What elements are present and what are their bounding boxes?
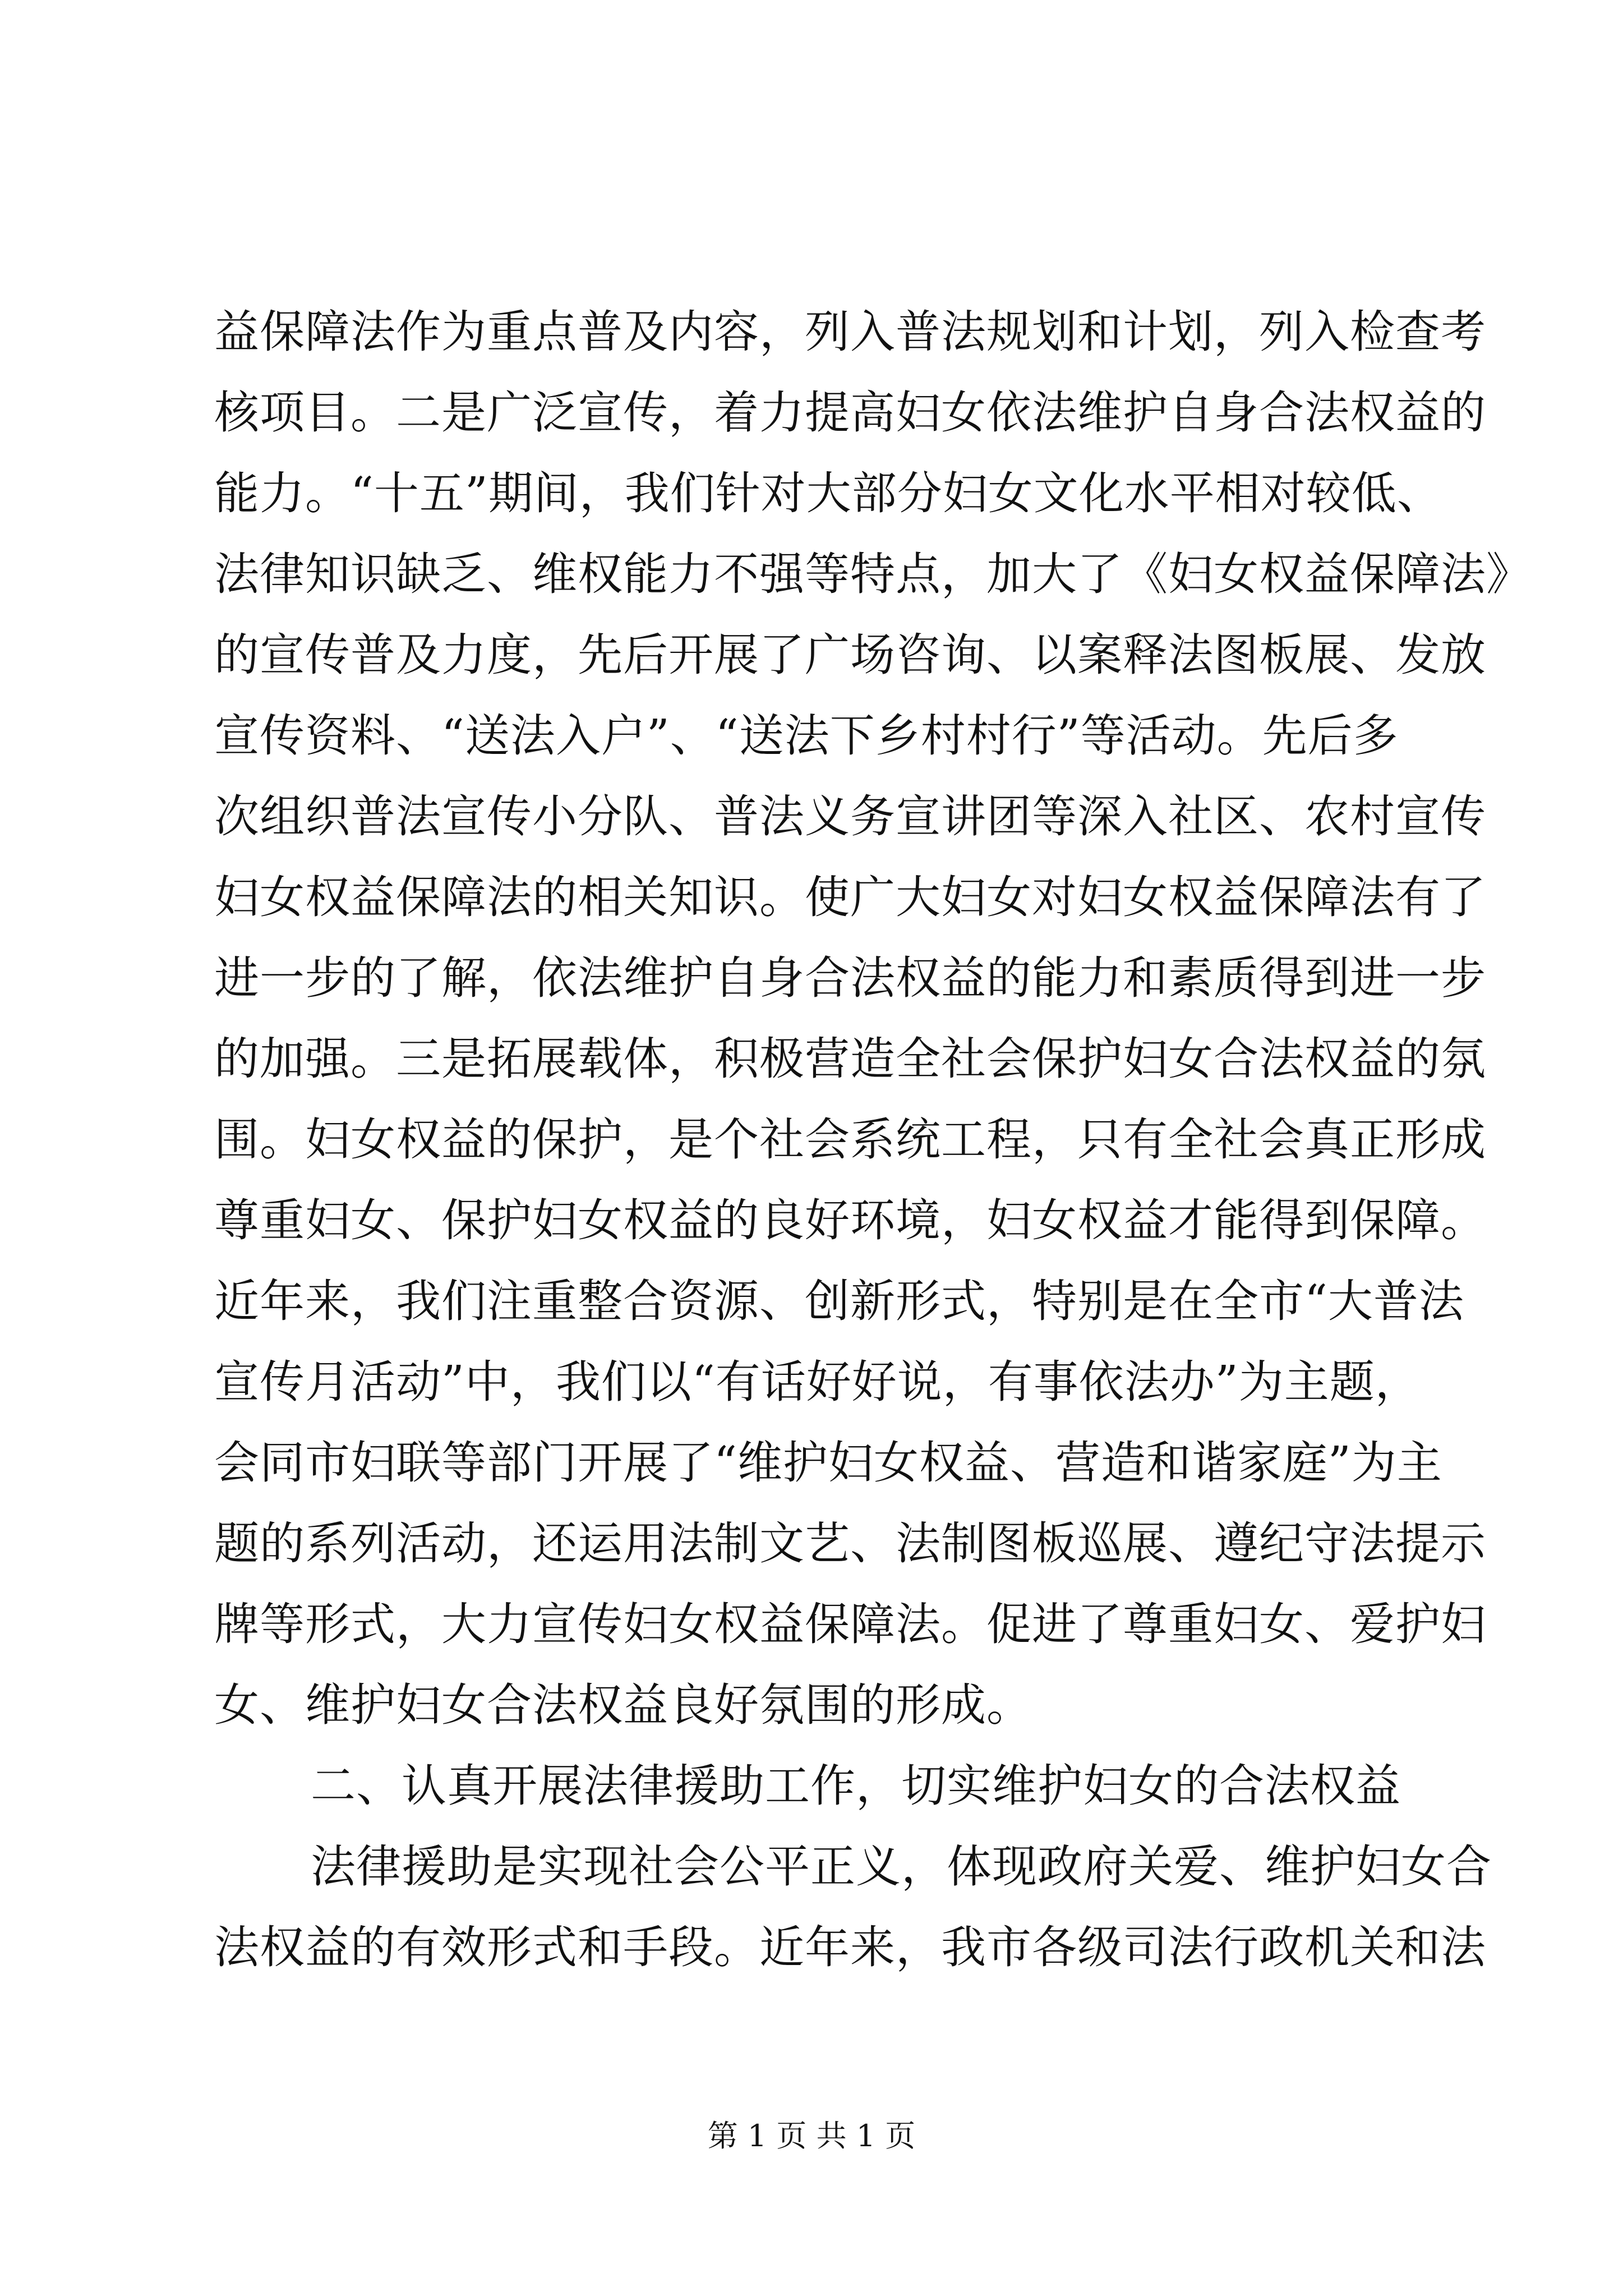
text-line: 妇女权益保障法的相关知识。使广大妇女对妇女权益保障法有了 [214, 871, 1486, 923]
paragraph-first-line: 法律援助是实现社会公平正义，体现政府关爱、维护妇女合 [311, 1841, 1492, 1893]
text-line: 宣传资料、“送法入户”、“送法下乡村村行”等活动。先后多 [214, 710, 1399, 762]
text-line: 的宣传普及力度，先后开展了广场咨询、以案释法图板展、发放 [214, 629, 1486, 681]
text-line: 次组织普法宣传小分队、普法义务宣讲团等深入社区、农村宣传 [214, 790, 1486, 843]
text-line: 近年来，我们注重整合资源、创新形式，特别是在全市“大普法 [214, 1275, 1464, 1327]
text-line: 会同市妇联等部门开展了“维护妇女权益、营造和谐家庭”为主 [214, 1437, 1442, 1489]
text-line: 能力。“十五”期间，我们针对大部分妇女文化水平相对较低、 [214, 467, 1442, 519]
text-line: 益保障法作为重点普及内容，列入普法规划和计划，列入检查考 [214, 306, 1486, 358]
text-line: 法律知识缺乏、维权能力不强等特点，加大了《妇女权益保障法》 [214, 548, 1532, 600]
text-line: 尊重妇女、保护妇女权益的良好环境，妇女权益才能得到保障。 [214, 1194, 1486, 1246]
document-body [214, 292, 1532, 1988]
text-line: 进一步的了解，依法维护自身合法权益的能力和素质得到进一步 [214, 952, 1486, 1004]
text-line: 宣传月活动”中，我们以“有话好好说，有事依法办”为主题， [214, 1356, 1421, 1408]
text-line: 女、维护妇女合法权益良好氛围的形成。 [214, 1679, 1032, 1731]
text-line: 牌等形式，大力宣传妇女权益保障法。促进了尊重妇女、爱护妇 [214, 1598, 1486, 1650]
text-line: 题的系列活动，还运用法制文艺、法制图板巡展、遵纪守法提示 [214, 1517, 1486, 1570]
text-line: 法权益的有效形式和手段。近年来，我市各级司法行政机关和法 [214, 1921, 1486, 1973]
text-line: 的加强。三是拓展载体，积极营造全社会保护妇女合法权益的氛 [214, 1033, 1486, 1085]
text-line: 核项目。二是广泛宣传，着力提高妇女依法维护自身合法权益的 [214, 386, 1486, 439]
page-footer: 第 1 页 共 1 页 [707, 2118, 916, 2154]
section-heading: 二、认真开展法律援助工作，切实维护妇女的合法权益 [311, 1760, 1401, 1812]
text-line: 围。妇女权益的保护，是个社会系统工程，只有全社会真正形成 [214, 1114, 1486, 1166]
